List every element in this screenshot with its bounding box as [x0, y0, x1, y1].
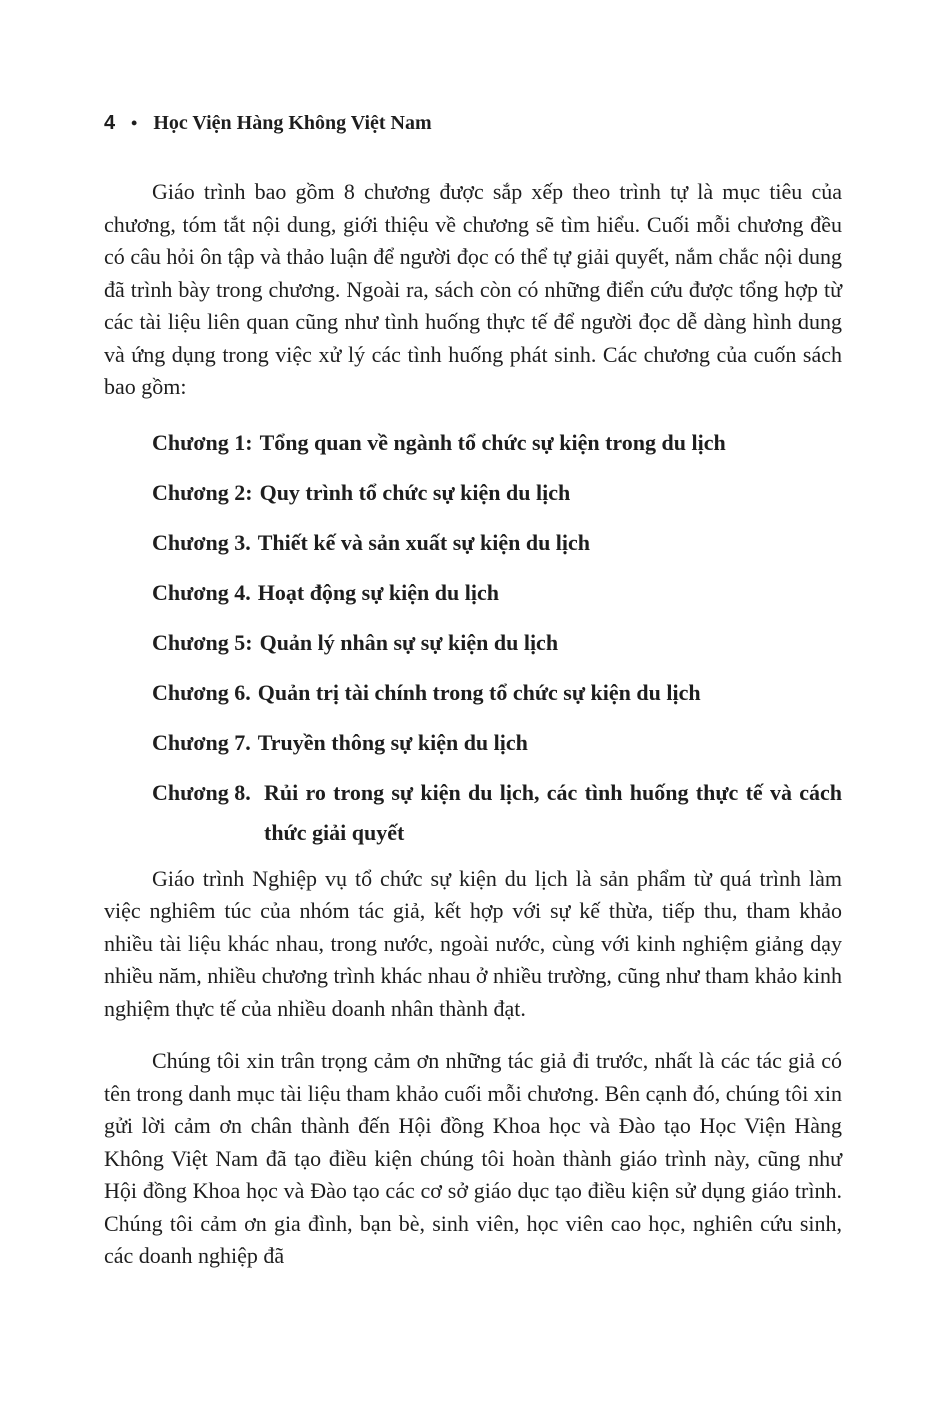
chapter-item-2	[152, 473, 842, 513]
chapter-title: Tổng quan về ngành tổ chức sự kiện trong du lịch	[259, 429, 726, 455]
chapter-title: Thiết kế và sản xuất sự kiện du lịch	[257, 529, 591, 555]
chapter-title: Truyền thông sự kiện du lịch	[257, 729, 528, 755]
chapter-label: Chương 5:	[152, 629, 253, 655]
chapter-label: Chương 8.	[152, 779, 251, 805]
chapter-title: Quản lý nhân sự sự kiện du lịch	[259, 629, 559, 655]
chapter-item-1	[152, 423, 842, 463]
chapter-item-3	[152, 523, 842, 563]
chapter-label: Chương 7.	[152, 729, 251, 755]
chapter-item-8	[152, 773, 842, 853]
body-paragraph-2: Giáo trình Nghiệp vụ tổ chức sự kiện du lịch là sản phẩm từ quá trình làm việc nghiêm túc của nhóm tác giả, kết hợp với sự kế thừa, tiếp thu, tham khảo nhiều tài liệu khác nhau, trong nước, ngoài nước, cùng với kinh nghiệm giảng dạy nhiều năm, nhiều chương trình khác nhau ở nhiều trường, cũng như tham khảo kinh nghiệm thực tế của nhiều doanh nhân thành đạt.	[104, 865, 842, 1021]
page-number: 4	[104, 111, 116, 134]
intro-paragraph: Giáo trình bao gồm 8 chương được sắp xếp theo trình tự là mục tiêu của chương, tóm tắt nội dung, giới thiệu về chương sẽ tìm hiểu. Cuối mỗi chương đều có câu hỏi ôn tập và thảo luận để người đọc có thể tự giải quyết, nắm chắc nội dung đã trình bày trong chương. Ngoài ra, sách còn có những điển cứu được tổng hợp từ các tài liệu liên quan cũng như tình huống thực tế để người đọc dễ dàng hình dung và ứng dụng trong việc xử lý các tình huống phát sinh. Các chương của cuốn sách bao gồm:	[104, 179, 842, 399]
chapter-label: Chương 4.	[152, 579, 251, 605]
chapter-title: Rủi ro trong sự kiện du lịch, các tình huống thực tế và cách thức giải quyết	[264, 779, 842, 845]
page-header	[104, 106, 842, 140]
chapter-label: Chương 1:	[152, 429, 253, 455]
body-paragraph-3: Chúng tôi xin trân trọng cảm ơn những tác giả đi trước, nhất là các tác giả có tên trong danh mục tài liệu tham khảo cuối mỗi chương. Bên cạnh đó, chúng tôi xin gửi lời cảm ơn chân thành đến Hội đồng Khoa học và Đào tạo Học Viện Hàng Không Việt Nam đã tạo điều kiện chúng tôi hoàn thành giáo trình này, cũng như Hội đồng Khoa học và Đào tạo các cơ sở giáo dục tạo điều kiện sử dụng giáo trình. Chúng tôi cảm ơn gia đình, bạn bè, sinh viên, học viên cao học, nghiên cứu sinh, các doanh nghiệp đã	[104, 1048, 842, 1268]
chapter-list	[104, 423, 842, 853]
chapter-label: Chương 6.	[152, 679, 251, 705]
chapter-item-7	[152, 723, 842, 763]
header-bullet: •	[131, 112, 138, 133]
chapter-title: Quản trị tài chính trong tổ chức sự kiện du lịch	[257, 679, 701, 705]
chapter-item-6	[152, 673, 842, 713]
chapter-title: Quy trình tổ chức sự kiện du lịch	[259, 479, 571, 505]
chapter-label: Chương 3.	[152, 529, 251, 555]
chapter-item-4	[152, 573, 842, 613]
running-title: Học Viện Hàng Không Việt Nam	[153, 111, 432, 134]
chapter-item-5	[152, 623, 842, 663]
chapter-title: Hoạt động sự kiện du lịch	[257, 579, 499, 605]
chapter-label: Chương 2:	[152, 479, 253, 505]
book-page	[104, 106, 842, 1273]
